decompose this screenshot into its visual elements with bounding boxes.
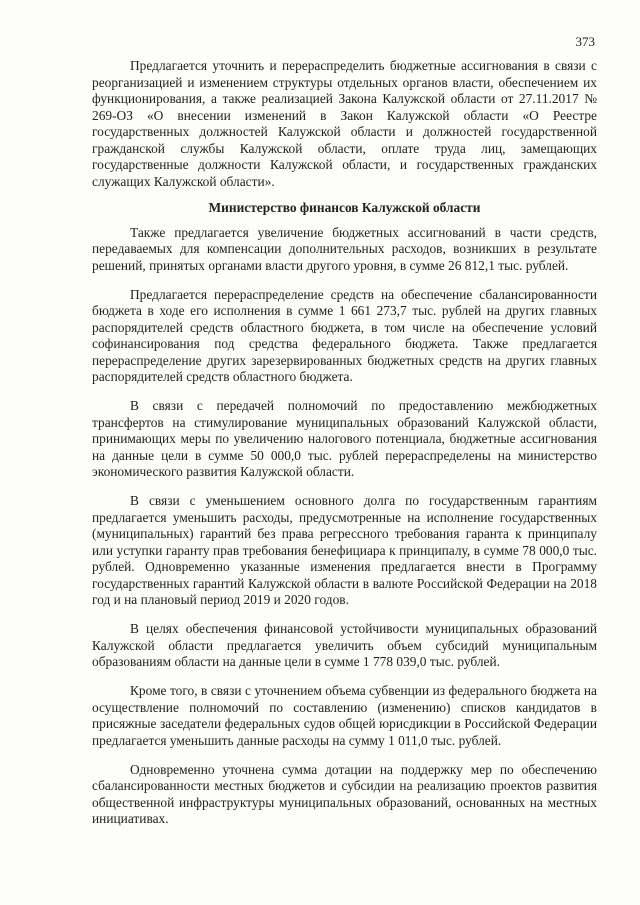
- paragraph-compensation: Также предлагается увеличение бюджетных ассигнований в части средств, передаваемых для компенсации дополнительных расходов, возникших в результате решений, принятых органами власти другого уровня, в сумме 26 812,1 тыс. рублей.: [92, 224, 597, 273]
- paragraph-financial-stability: В целях обеспечения финансовой устойчивости муниципальных образований Калужской области предлагается увеличить объем субсидий муниципальным образованиям области на данные цели в сумме 1 778 039,0 тыс. рублей.: [92, 621, 597, 669]
- paragraph-subsidy-grant: Одновременно уточнена сумма дотации на поддержку мер по обеспечению сбалансированности местных бюджетов и субсидии на реализацию проектов развития общественной инфраструктуры муниципальных образований, основанных на местных инициативах.: [92, 761, 597, 826]
- document-body: [92, 58, 597, 840]
- paragraph-interbudget-transfers: В связи с передачей полномочий по предоставлению межбюджетных трансфертов на стимулирование муниципальных образований Калужской области, принимающих меры по увеличению налогового потенциала, бюджетные ассигнования на данные цели в сумме 50 000,0 тыс. рублей перераспределены на министерство экономического развития Калужской области.: [92, 398, 597, 479]
- paragraph-state-guarantees: В связи с уменьшением основного долга по государственным гарантиям предлагается уменьшить расходы, предусмотренные на исполнение государственных (муниципальных) гарантий без права регрессного требования гаранта к принципалу или уступки гаранту прав требования бенефициара к принципалу, в сумме 78 000,0 тыс. рублей. Одновременно указанные изменения предлагается внести в Программу государственных гарантий Калужской области в валюте Российской Федерации на 2018 год и на плановый период 2019 и 2020 годов.: [92, 493, 597, 607]
- paragraph-redistribution: Предлагается перераспределение средств на обеспечение сбалансированности бюджета в ходе его исполнения в сумме 1 661 273,7 тыс. рублей на других главных распорядителей средств областного бюджета, в том числе на обеспечение условий софинансирования под средства федерального бюджета. Также предлагается перераспределение других зарезервированных бюджетных средств на других главных распорядителей средств областного бюджета.: [92, 286, 597, 384]
- page-number: 373: [575, 34, 595, 49]
- section-heading: Министерство финансов Калужской области: [208, 200, 481, 215]
- paragraph-jurors-subvention: Кроме того, в связи с уточнением объема субвенции из федерального бюджета на осуществление полномочий по составлению (изменению) списков кандидатов в присяжные заседатели федеральных судов общей юрисдикции в Российской Федерации предлагается уменьшить данные расходы на сумму 1 011,0 тыс. рублей.: [92, 683, 597, 748]
- intro-paragraph: Предлагается уточнить и перераспределить бюджетные ассигнования в связи с реорганизацией и изменением структуры отдельных органов власти, обеспечением их функционирования, а также реализацией Закона Калужской области от 27.11.2017 № 269-ОЗ «О внесении изменений в Закон Калужской области «О Реестре государственных должностей Калужской области и должностей государственной гражданской службы Калужской области, оплате труда лиц, замещающих государственные должности Калужской области, и государственных гражданских служащих Калужской области».: [92, 58, 597, 189]
